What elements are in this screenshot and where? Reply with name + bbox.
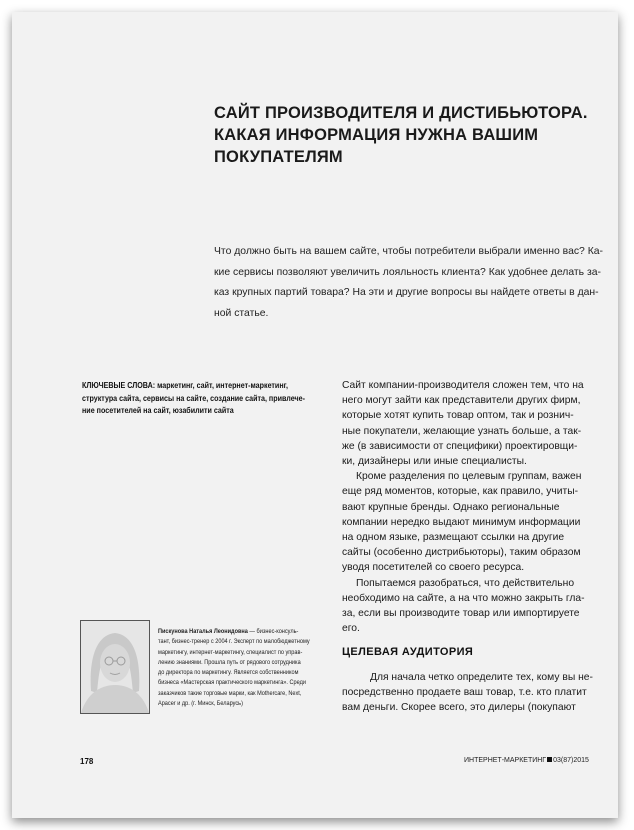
- lead-line: каз крупных партий товара? На эти и другие вопросы вы найдете ответы в дан-: [214, 287, 599, 298]
- body-line: посредственно продаете ваш товар, т.е. кто платит: [342, 687, 587, 699]
- author-bio-line: заказчиков такие торговые марки, как Mothercare, Next,: [158, 689, 302, 697]
- author-bio-line: [158, 627, 329, 637]
- body-line: же (в зависимости от специфики) проектировщи-: [342, 440, 578, 452]
- title-line: САЙТ ПРОИЗВОДИТЕЛЯ И ДИСТИБЬЮТОРА.: [214, 104, 588, 122]
- body-line: Для начала четко определите тех, кому вы не-: [370, 672, 593, 683]
- author-bio-text: — бизнес-консуль-: [247, 628, 299, 635]
- body-line: сайты (особенно дистрибьюторы), таким образом: [342, 547, 581, 559]
- page-number: 178: [80, 757, 94, 766]
- author-portrait-image: [81, 621, 149, 713]
- author-bio-line: маркетингу, интернет-маркетингу, специалист по управ-: [158, 648, 303, 656]
- keywords-line: структура сайта, сервисы на сайте, создание сайта, привлече-: [82, 392, 306, 403]
- body-line: уводя посетителей со своего ресурса.: [342, 562, 525, 574]
- body-line: его.: [342, 623, 360, 635]
- body-line: ки, дизайнеры или иные специалисты.: [342, 456, 527, 468]
- square-separator-icon: [547, 757, 552, 762]
- body-line: необходимо на сайте, а на что можно закрыть гла-: [342, 592, 585, 604]
- author-bio-line: тант, бизнес-тренер с 2004 г. Эксперт по малобюджетному: [158, 638, 310, 646]
- body-line: которые хотят купить товар оптом, так и рознич-: [342, 410, 574, 422]
- author-name: Пискунова Наталья Леонидовна: [158, 628, 248, 635]
- author-photo: [80, 620, 150, 714]
- body-line: Попытаемся разобраться, что действительно: [356, 577, 575, 589]
- article-title: [214, 102, 604, 168]
- title-line: КАКАЯ ИНФОРМАЦИЯ НУЖНА ВАШИМ: [214, 126, 539, 144]
- author-bio-line: до директора по маркетингу. Является собственником: [158, 669, 299, 677]
- page-footer: [464, 757, 589, 764]
- keywords-block: [82, 379, 306, 417]
- issue-number: 03(87)2015: [553, 757, 589, 764]
- body-line: Кроме разделения по целевым группам, важен: [356, 471, 582, 483]
- body-line: вам деньги. Скорее всего, это дилеры (покупают: [342, 702, 576, 714]
- magazine-page: [12, 12, 618, 818]
- title-line: ПОКУПАТЕЛЯМ: [214, 148, 343, 166]
- lead-line: кие сервисы позволяют увеличить лояльность клиента? Как удобнее делать за-: [214, 266, 601, 278]
- author-bio-line: лению знаниями. Прошла путь от рядового сотрудника: [158, 658, 301, 666]
- body-line: на одном языке, размещают ссылки на другие: [342, 532, 565, 544]
- section-body: [342, 670, 592, 716]
- body-line: Сайт компании-производителя сложен тем, что на: [342, 380, 584, 391]
- author-bio-line: Apacer и др. (г. Минск, Беларусь): [158, 700, 243, 708]
- article-lead: [214, 242, 604, 324]
- journal-name: ИНТЕРНЕТ-МАРКЕТИНГ: [464, 757, 547, 764]
- section-heading: ЦЕЛЕВАЯ АУДИТОРИЯ: [342, 646, 474, 658]
- lead-line: ной статье.: [214, 307, 269, 319]
- author-bio-line: бизнеса «Мастерская практического маркетинга». Среди: [158, 679, 306, 687]
- lead-line: Что должно быть на вашем сайте, чтобы потребители выбрали именно вас? Ка-: [214, 246, 604, 257]
- body-line: компании нередко выдают минимум информации: [342, 516, 581, 528]
- article-body: [342, 378, 592, 636]
- keywords-line: ние посетителей на сайт, юзабилити сайта: [82, 405, 234, 415]
- body-line: него могут зайти как представители других фирм,: [342, 395, 581, 407]
- author-bio: [158, 627, 329, 709]
- keywords-line: КЛЮЧЕВЫЕ СЛОВА: маркетинг, сайт, интернет-маркетинг,: [82, 380, 288, 390]
- body-line: еще ряд моментов, которые, как правило, учиты-: [342, 486, 579, 498]
- body-line: ные покупатели, желающие узнать больше, а так-: [342, 425, 582, 437]
- body-line: вают крупные бренды. Однако региональные: [342, 501, 560, 513]
- body-line: за, если вы производите товар или импортируете: [342, 608, 580, 620]
